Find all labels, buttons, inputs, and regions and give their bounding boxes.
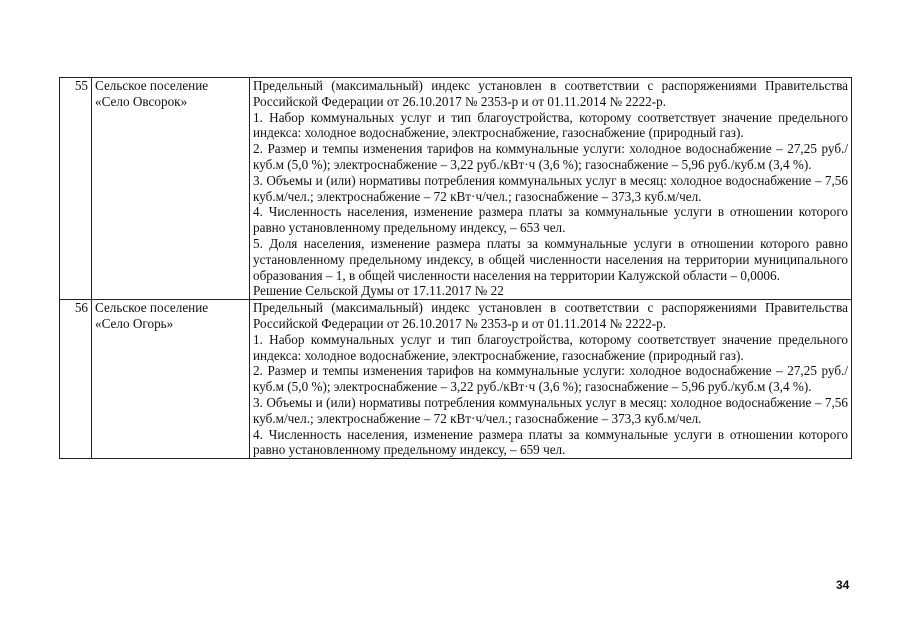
row-description	[250, 300, 852, 459]
settlement-name: Сельское поселение «Село Овсорок»	[92, 78, 250, 300]
description-paragraph: 3. Объемы и (или) нормативы потребления коммунальных услуг в месяц: холодное водоснабжение – 7,56 куб.м/чел.; электроснабжение – 72 кВт·ч/чел.; газоснабжение – 373,3 куб.м/чел.	[253, 394, 848, 426]
row-description	[250, 78, 852, 300]
description-paragraph: 1. Набор коммунальных услуг и тип благоустройства, которому соответствует значение предельного индекса: холодное водоснабжение, электроснабжение, газоснабжение (природный газ).	[253, 331, 848, 363]
decision-reference: Решение Сельской Думы от 17.11.2017 № 22	[253, 283, 504, 299]
settlements-table	[59, 77, 852, 459]
page-number: 34	[836, 578, 850, 592]
description-paragraph: 5. Доля населения, изменение размера платы за коммунальные услуги в отношении которого равно установленному предельному индексу, в общей численности населения на территории муниципального образования – 1, в общей численности населения на территории Калужской области – 0,0006.	[253, 235, 848, 283]
row-number: 56	[60, 300, 92, 459]
description-paragraph: Предельный (максимальный) индекс установлен в соответствии с распоряжениями Правительства Российской Федерации от 26.10.2017 № 2353-р и от 01.11.2014 № 2222-р.	[253, 300, 848, 331]
description-paragraph: 1. Набор коммунальных услуг и тип благоустройства, которому соответствует значение предельного индекса: холодное водоснабжение, электроснабжение, газоснабжение (природный газ).	[253, 109, 848, 141]
description-paragraph: 4. Численность населения, изменение размера платы за коммунальные услуги в отношении которого равно установленному предельному индексу, – 653 чел.	[253, 204, 848, 236]
table-row	[60, 78, 852, 300]
table-row	[60, 300, 852, 459]
description-paragraph: 3. Объемы и (или) нормативы потребления коммунальных услуг в месяц: холодное водоснабжение – 7,56 куб.м/чел.; электроснабжение – 72 кВт·ч/чел.; газоснабжение – 373,3 куб.м/чел.	[253, 172, 848, 204]
row-number: 55	[60, 78, 92, 300]
description-paragraph: 2. Размер и темпы изменения тарифов на коммунальные услуги: холодное водоснабжение – 27,25 руб./куб.м (5,0 %); электроснабжение – 3,22 руб./кВт·ч (3,6 %); газоснабжение – 5,96 руб./куб.м (3,4 %).	[253, 141, 848, 172]
description-paragraph: 2. Размер и темпы изменения тарифов на коммунальные услуги: холодное водоснабжение – 27,25 руб./куб.м (5,0 %); электроснабжение – 3,22 руб./кВт·ч (3,6 %); газоснабжение – 5,96 руб./куб.м (3,4 %).	[253, 363, 848, 395]
description-paragraph: 4. Численность населения, изменение размера платы за коммунальные услуги в отношении которого равно установленному предельному индексу, – 659 чел.	[253, 426, 848, 458]
settlement-name: Сельское поселение «Село Огорь»	[92, 300, 250, 459]
description-paragraph: Предельный (максимальный) индекс установлен в соответствии с распоряжениями Правительства Российской Федерации от 26.10.2017 № 2353-р и от 01.11.2014 № 2222-р.	[253, 78, 848, 109]
